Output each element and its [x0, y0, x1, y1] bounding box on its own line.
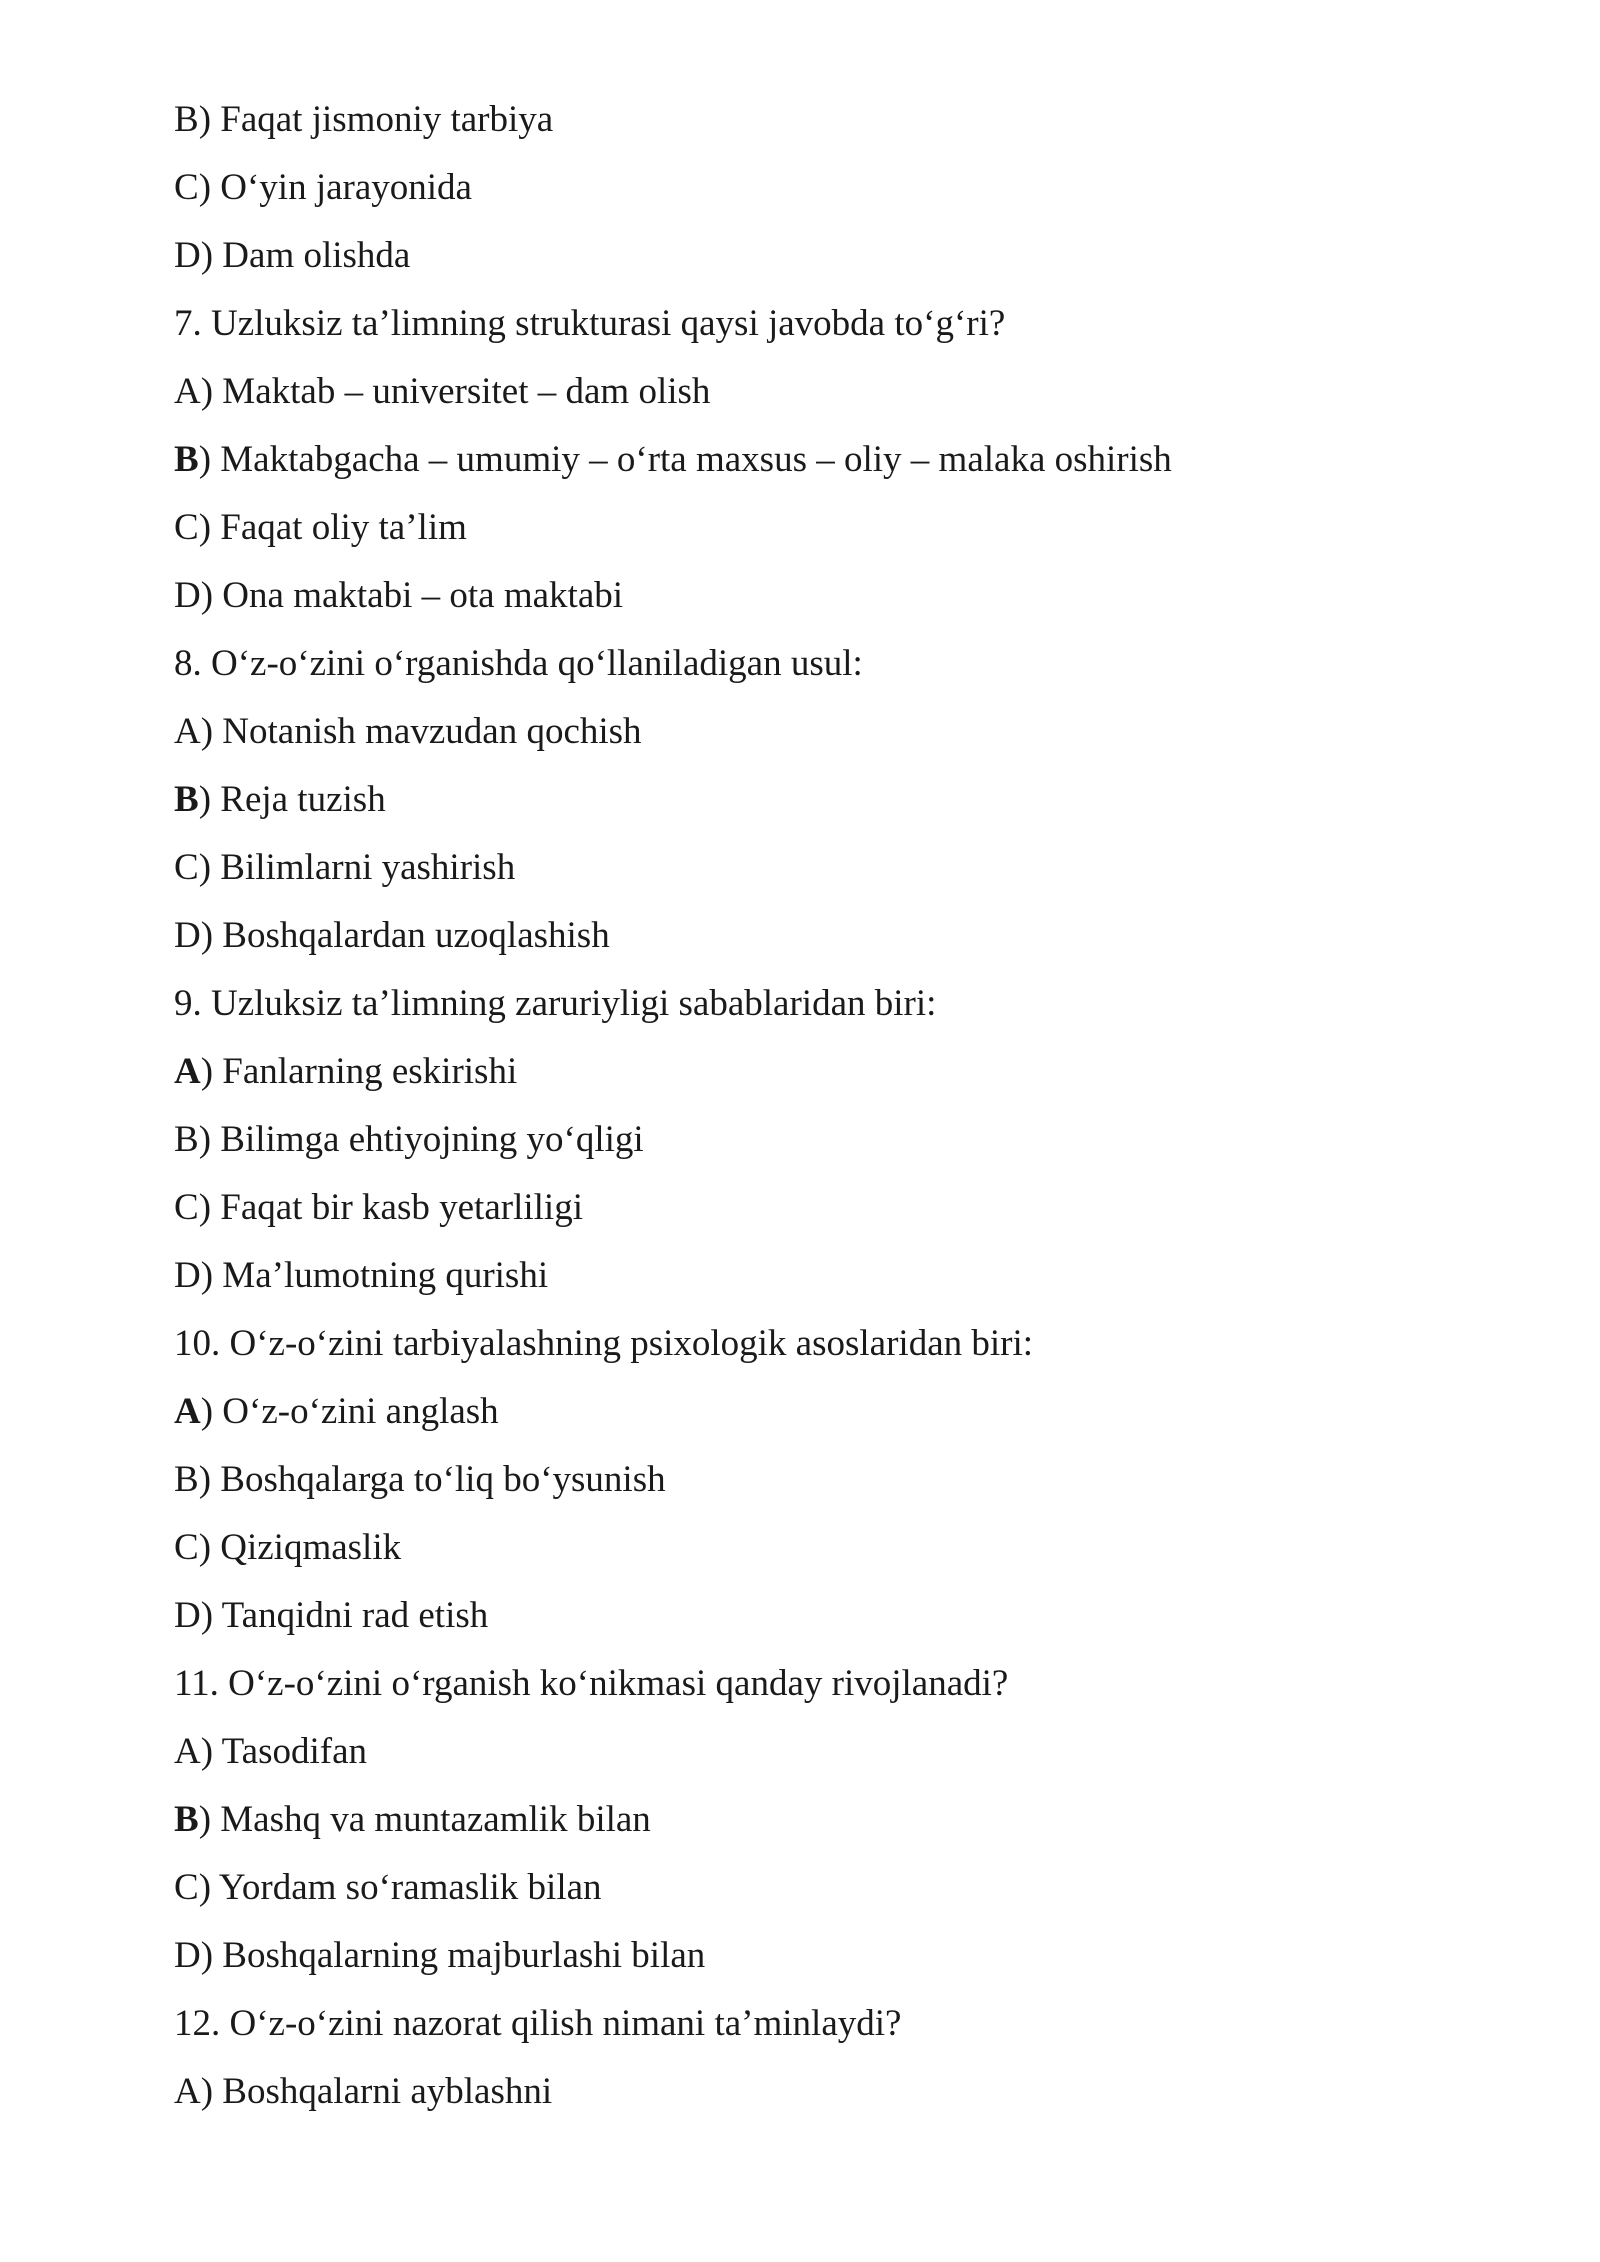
answer-option: [174, 702, 1474, 770]
answer-option: [174, 1110, 1474, 1178]
answer-letter: D: [174, 1595, 201, 1636]
answer-letter: C: [174, 507, 199, 548]
answer-text: ) Maktab – universitet – dam olish: [200, 371, 711, 412]
question-text: 11. O‘z-o‘zini o‘rganish ko‘nikmasi qanday rivojlanadi?: [174, 1663, 1009, 1704]
answer-text: ) Dam olishda: [200, 235, 411, 276]
quiz-text-body: [174, 90, 1474, 2130]
answer-letter: C: [174, 1187, 199, 1228]
answer-text: ) Tanqidni rad etish: [200, 1595, 489, 1636]
answer-text: ) Bilimga ehtiyojning yo‘qligi: [198, 1119, 644, 1160]
answer-option: [174, 90, 1474, 158]
answer-option: [174, 1722, 1474, 1790]
answer-letter: D: [174, 915, 201, 956]
answer-text: ) Bilimlarni yashirish: [198, 847, 516, 888]
correct-answer-letter: A: [174, 1051, 201, 1092]
answer-text: ) Boshqalarni ayblashni: [200, 2071, 553, 2112]
answer-option: [174, 1858, 1474, 1926]
answer-option: [174, 770, 1474, 838]
answer-option: [174, 906, 1474, 974]
answer-letter: A: [174, 2071, 201, 2112]
answer-option: [174, 430, 1474, 498]
question-text: 8. O‘z-o‘zini o‘rganishda qo‘llaniladigan usul:: [174, 643, 863, 684]
answer-option: [174, 1042, 1474, 1110]
answer-letter: C: [174, 1527, 199, 1568]
answer-text: ) Faqat bir kasb yetarliligi: [198, 1187, 583, 1228]
answer-letter: A: [174, 371, 201, 412]
answer-text: ) Boshqalarning majburlashi bilan: [200, 1935, 706, 1976]
answer-option: [174, 1246, 1474, 1314]
answer-letter: A: [174, 711, 201, 752]
answer-option: [174, 1926, 1474, 1994]
answer-text: ) Ma’lumotning qurishi: [200, 1255, 549, 1296]
answer-text: ) Tasodifan: [200, 1731, 367, 1772]
answer-option: [174, 1178, 1474, 1246]
answer-option: [174, 1518, 1474, 1586]
answer-option: [174, 1382, 1474, 1450]
answer-option: [174, 2062, 1474, 2130]
answer-letter: B: [174, 1119, 199, 1160]
answer-option: [174, 1450, 1474, 1518]
answer-option: [174, 362, 1474, 430]
answer-letter: C: [174, 167, 199, 208]
answer-text: ) Maktabgacha – umumiy – o‘rta maxsus – oliy – malaka oshirish: [198, 439, 1172, 480]
answer-text: ) Boshqalardan uzoqlashish: [200, 915, 610, 956]
question-text: 9. Uzluksiz ta’limning zaruriyligi sabablaridan biri:: [174, 983, 937, 1024]
answer-letter: B: [174, 99, 199, 140]
question-text: 12. O‘z-o‘zini nazorat qilish nimani ta’minlaydi?: [174, 2003, 902, 2044]
answer-option: [174, 226, 1474, 294]
correct-answer-letter: B: [174, 779, 199, 820]
correct-answer-letter: A: [174, 1391, 201, 1432]
question-text: 7. Uzluksiz ta’limning strukturasi qaysi javobda to‘g‘ri?: [174, 303, 1006, 344]
answer-option: [174, 838, 1474, 906]
answer-text: ) Notanish mavzudan qochish: [200, 711, 642, 752]
answer-text: ) Reja tuzish: [198, 779, 386, 820]
answer-text: ) Faqat oliy ta’lim: [198, 507, 467, 548]
question-text: 10. O‘z-o‘zini tarbiyalashning psixologik asoslaridan biri:: [174, 1323, 1034, 1364]
correct-answer-letter: B: [174, 439, 199, 480]
answer-letter: D: [174, 1255, 201, 1296]
answer-letter: C: [174, 1867, 199, 1908]
answer-letter: D: [174, 235, 201, 276]
answer-option: [174, 158, 1474, 226]
answer-letter: A: [174, 1731, 201, 1772]
answer-option: [174, 1790, 1474, 1858]
answer-option: [174, 566, 1474, 634]
answer-option: [174, 498, 1474, 566]
answer-text: ) Ona maktabi – ota maktabi: [200, 575, 624, 616]
answer-text: ) Fanlarning eskirishi: [200, 1051, 518, 1092]
answer-text: ) Faqat jismoniy tarbiya: [198, 99, 554, 140]
correct-answer-letter: B: [174, 1799, 199, 1840]
answer-text: ) Yordam so‘ramaslik bilan: [198, 1867, 602, 1908]
answer-letter: C: [174, 847, 199, 888]
answer-letter: B: [174, 1459, 199, 1500]
answer-letter: D: [174, 1935, 201, 1976]
answer-text: ) O‘yin jarayonida: [198, 167, 472, 208]
answer-letter: D: [174, 575, 201, 616]
answer-text: ) Qiziqmaslik: [198, 1527, 402, 1568]
answer-text: ) O‘z-o‘zini anglash: [200, 1391, 499, 1432]
answer-option: [174, 1586, 1474, 1654]
answer-text: ) Boshqalarga to‘liq bo‘ysunish: [198, 1459, 666, 1500]
answer-text: ) Mashq va muntazamlik bilan: [198, 1799, 651, 1840]
